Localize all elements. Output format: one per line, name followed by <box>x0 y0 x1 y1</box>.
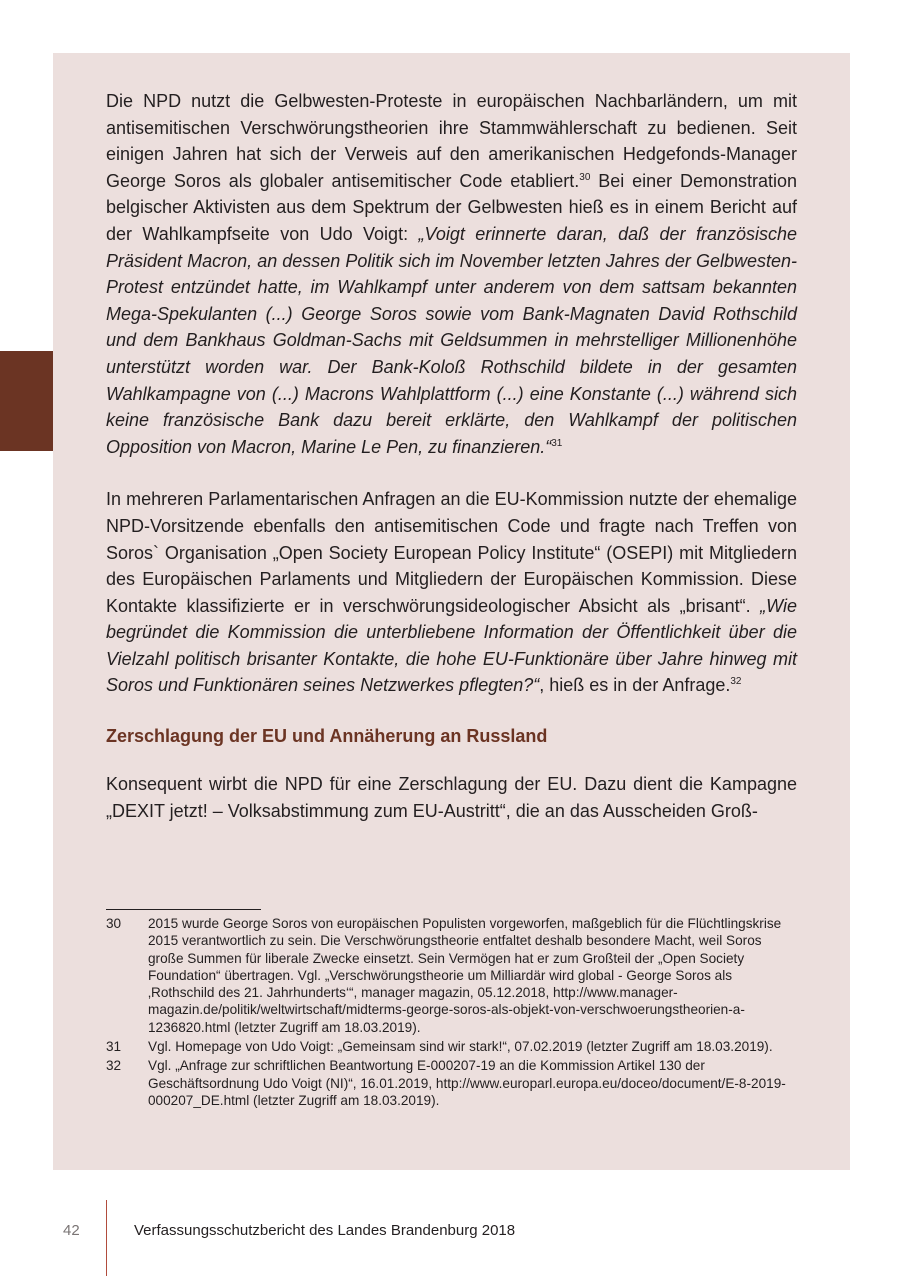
footnote-ref-32[interactable]: 32 <box>730 676 742 688</box>
footnote-number: 31 <box>106 1039 122 1055</box>
footnote-number: 32 <box>106 1058 122 1074</box>
chapter-side-tab <box>0 351 53 451</box>
paragraph-2-tail: , hieß es in der Anfrage. <box>539 675 731 696</box>
footnote-text: Vgl. Homepage von Udo Voigt: „Gemeinsam sind wir stark!“, 07.02.2019 (letzter Zugriff am 18.03.2019). <box>148 1039 773 1055</box>
paragraph-1-lead: Die NPD nutzt die Gelbwesten-Proteste in europäischen Nachbarländern, um mit antisemitischen Verschwörungstheorien ihre Stammwählerschaft zu bedienen. Seit einigen Jahren hat sich der Verweis auf den amerikanischen Hedgefonds-Manager George Soros als globaler antisemitischer Code etabliert. <box>106 91 797 191</box>
paragraph-2-quote: „Wie begründet die Kommission die unterbliebene Information der Öffentlichkeit über die Vielzahl politisch brisanter Kontakte, die hohe EU-Funktionäre über Jahre hinweg mit Soros und Funktionären seines Netzwerkes pflegten?“ <box>106 595 797 696</box>
paragraph-3: Konsequent wirbt die NPD für eine Zerschlagung der EU. Dazu dient die Kampagne „DEXIT jetzt! – Volksabstimmung zum EU-Austritt“, die an das Ausscheiden Groß- <box>106 774 797 821</box>
paragraph-1-quote-end: “ <box>545 436 552 457</box>
footnote-ref-30[interactable]: 30 <box>579 171 591 183</box>
page-number: 42 <box>63 1222 80 1239</box>
paragraph-2 <box>106 486 797 699</box>
paragraph-1-middle: Bei einer Demonstration belgischer Aktivisten aus dem Spektrum der Gelbwesten hieß es in einem Bericht auf der Wahlkampfseite von Udo Voigt: <box>106 170 797 244</box>
footnote-text: 2015 wurde George Soros von europäischen Populisten vorgeworfen, maßgeblich für die Flüchtlingskrise 2015 verantwortlich zu sein. Die Verschwörungstheorie entfaltet deshalb besondere Macht, weil Soros große Summen für liberale Zwecke einsetzt. Sein Vermögen hat er zum Großteil der „Open Society Foundation“ übertragen. Vgl. „Verschwörungstheorie um Milliardär wird global - George Soros als ‚Rothschild des 21. Jahrhunderts‘“, manager magazin, 05.12.2018, http://www.manager-magazin.de/politik/weltwirtschaft/midterms-george-soros-als-objekt-von-verschwoerungstheorien-a-1236820.html (letzter Zugriff am 18.03.2019). <box>148 916 782 1035</box>
paragraph-2-lead: In mehreren Parlamentarischen Anfragen an die EU-Kommission nutzte der ehemalige NPD-Vorsitzende ebenfalls den antisemitischen Code und fragte nach Treffen von Soros` Organisation „Open Society European Policy Institute“ (OSEPI) mit Mitgliedern des Europäischen Parlaments und Mitgliedern der Europäischen Kommission. Diese Kontakte klassifizierte er in verschwörungsideologischer Absicht als „brisant“. <box>106 489 797 616</box>
section-heading: Zerschlagung der EU und Annäherung an Russland <box>106 726 548 747</box>
footnote-text: Vgl. „Anfrage zur schriftlichen Beantwortung E-000207-19 an die Kommission Artikel 130 der Geschäftsordnung Udo Voigt (NI)“, 16.01.2019, http://www.europarl.europa.eu/doceo/document/E-8-2019-000207_DE.html (letzter Zugriff am 18.03.2019). <box>148 1058 786 1108</box>
footnote-31 <box>106 1038 796 1055</box>
footer-title: Verfassungsschutzbericht des Landes Brandenburg 2018 <box>134 1222 516 1239</box>
footnote-ref-31[interactable]: 31 <box>551 437 563 449</box>
paragraph-1 <box>106 88 797 460</box>
footnote-32 <box>106 1057 796 1109</box>
footer-divider <box>106 1200 107 1276</box>
footnote-divider <box>106 909 261 910</box>
paragraph-1-quote: „Voigt erinnerte daran, daß der französische Präsident Macron, an dessen Politik sich im November letzten Jahres der Gelbwesten-Protest entzündet hatte, im Wahlkampf unter anderem von dem sattsam bekannten Mega-Spekulanten (...) George Soros sowie vom Bank-Magnaten David Rothschild und dem Bankhaus Goldman-Sachs mit Geldsummen in mehrstelliger Millionenhöhe unterstützt worden war. Der Bank-Koloß Rothschild bildete in der gesamten Wahlkampagne von (...) Macrons Wahlplattform (...) eine Konstante (...) während sich keine französische Bank dazu bereit erklärte, den Wahlkampf der politischen Opposition von Macron, Marine Le Pen, zu finanzieren. <box>106 223 797 457</box>
main-text <box>106 88 797 824</box>
footnote-number: 30 <box>106 916 122 931</box>
footnotes <box>106 915 796 1111</box>
footnote-30 <box>106 915 796 1036</box>
